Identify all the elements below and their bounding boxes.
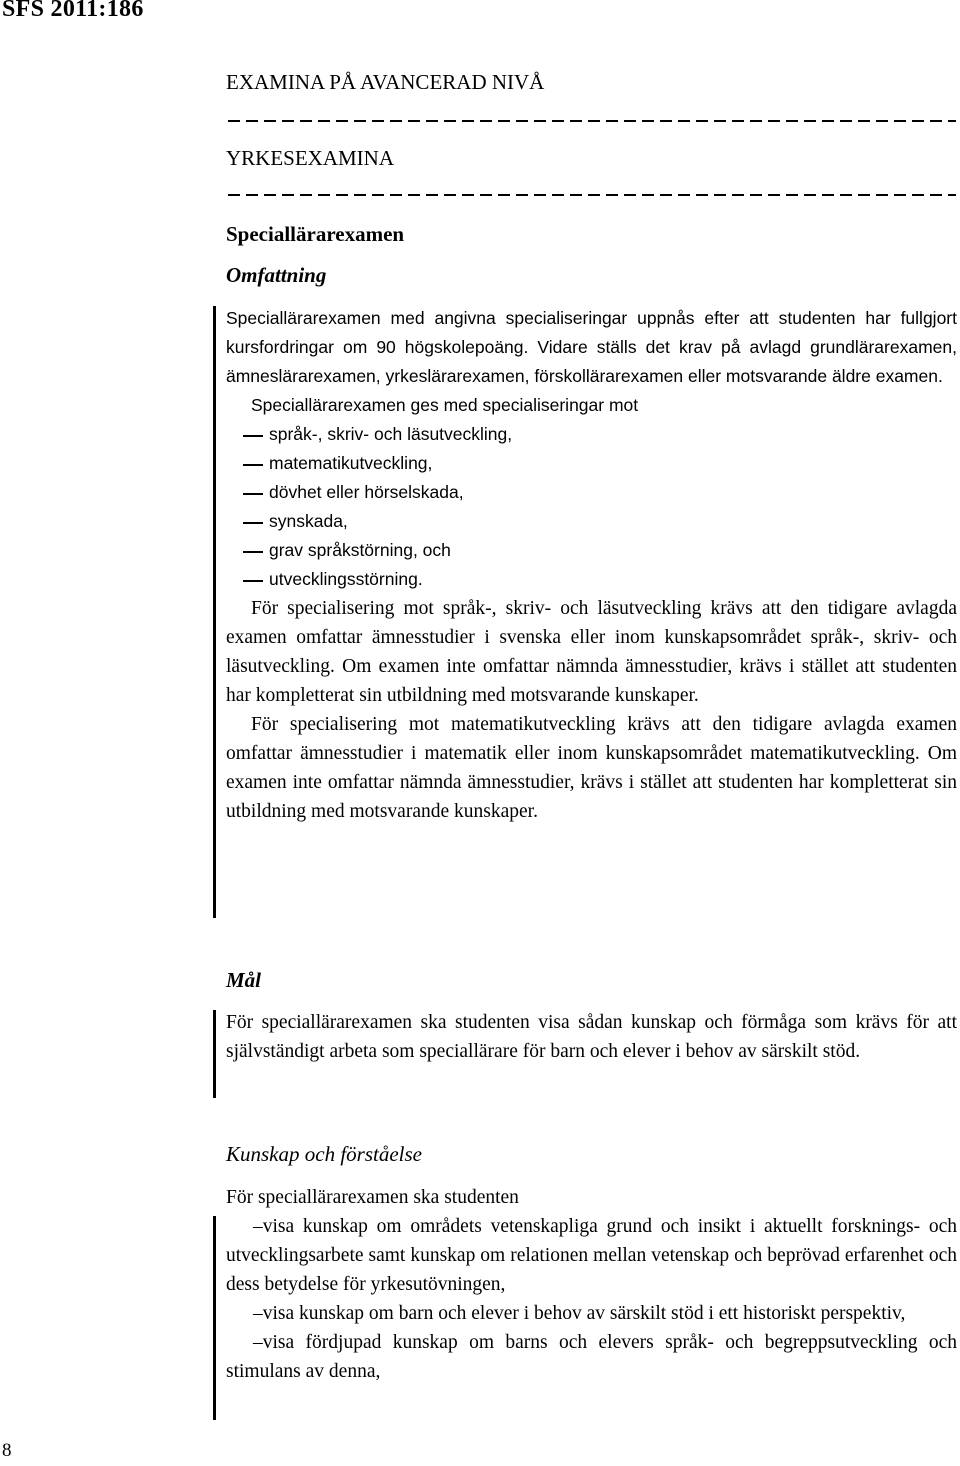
list-item: synskada, — [226, 507, 957, 536]
specializations-intro: Speciallärarexamen ges med specialiseringar mot — [251, 395, 639, 415]
change-bar — [213, 1010, 216, 1098]
omfattning-paragraph: Speciallärarexamen med angivna specialiseringar uppnås efter att studenten har fullgjort kursfordringar om 90 högskolepoäng. Vidare ställs det krav på avlagd grundlärarexamen, ämneslärarexamen, yrkeslärarexamen, förskollärarexamen eller motsvarande äldre examen. — [226, 308, 957, 386]
page-number: 8 — [2, 1440, 12, 1461]
exam-title: Speciallärarexamen — [226, 222, 405, 246]
subheading-omfattning: Omfattning — [226, 263, 327, 287]
list-item: – visa kunskap om barn och elever i behov av särskilt stöd i ett historiskt perspektiv, — [226, 1299, 957, 1328]
list-item: grav språkstörning, och — [226, 536, 957, 565]
section-heading-yrkesexamina: YRKESEXAMINA — [226, 146, 394, 170]
math-specialization-paragraph: För specialisering mot matematikutveckling krävs att den tidigare avlagda examen omfattar ämnesstudier i matematik eller inom kunskapsområdet matematikutveckling. Om examen inte omfattar nämnda ämnesstudier, krävs i stället att studenten har kompletterat sin utbildning med motsvarande kunskaper. — [226, 714, 957, 822]
language-specialization-paragraph: För specialisering mot språk-, skriv- och läsutveckling krävs att den tidigare avlagda examen omfattar ämnesstudier i svenska eller inom kunskapsområdet språk-, skriv- och läsutveckling. Om examen inte omfattar nämnda ämnesstudier, krävs i stället att studenten har kompletterat sin utbildning med motsvarande kunskaper. — [226, 598, 957, 706]
mal-section — [226, 1008, 957, 1066]
list-item: utvecklingsstörning. — [226, 565, 957, 594]
list-item: språk-, skriv- och läsutveckling, — [226, 420, 957, 449]
change-bar — [213, 1216, 216, 1420]
list-item: – visa fördjupad kunskap om barns och elevers språk- och begreppsutveckling och stimulans av denna, — [226, 1328, 957, 1386]
sfs-number: SFS 2011:186 — [2, 0, 144, 22]
omfattning-section — [226, 304, 957, 826]
list-item: matematikutveckling, — [226, 449, 957, 478]
kunskap-intro: För speciallärarexamen ska studenten — [226, 1187, 519, 1208]
list-item: – visa kunskap om områdets vetenskapliga grund och insikt i aktuellt forsknings- och utvecklingsarbete samt kunskap om relationen mellan vetenskap och beprövad erfarenhet och dess betydelse för yrkesutövningen, — [226, 1212, 957, 1299]
mal-paragraph: För speciallärarexamen ska studenten visa sådan kunskap och förmåga som krävs för att självständigt arbeta som speciallärare för barn och elever i behov av särskilt stöd. — [226, 1012, 957, 1062]
change-bar — [213, 306, 216, 918]
dashed-separator — [228, 120, 956, 122]
specializations-list — [226, 420, 957, 594]
subheading-kunskap: Kunskap och förståelse — [226, 1142, 422, 1166]
section-heading-examina: EXAMINA PÅ AVANCERAD NIVÅ — [226, 70, 545, 94]
dashed-separator — [228, 194, 956, 196]
kunskap-section — [226, 1183, 957, 1386]
list-item: dövhet eller hörselskada, — [226, 478, 957, 507]
subheading-mal: Mål — [226, 968, 262, 992]
